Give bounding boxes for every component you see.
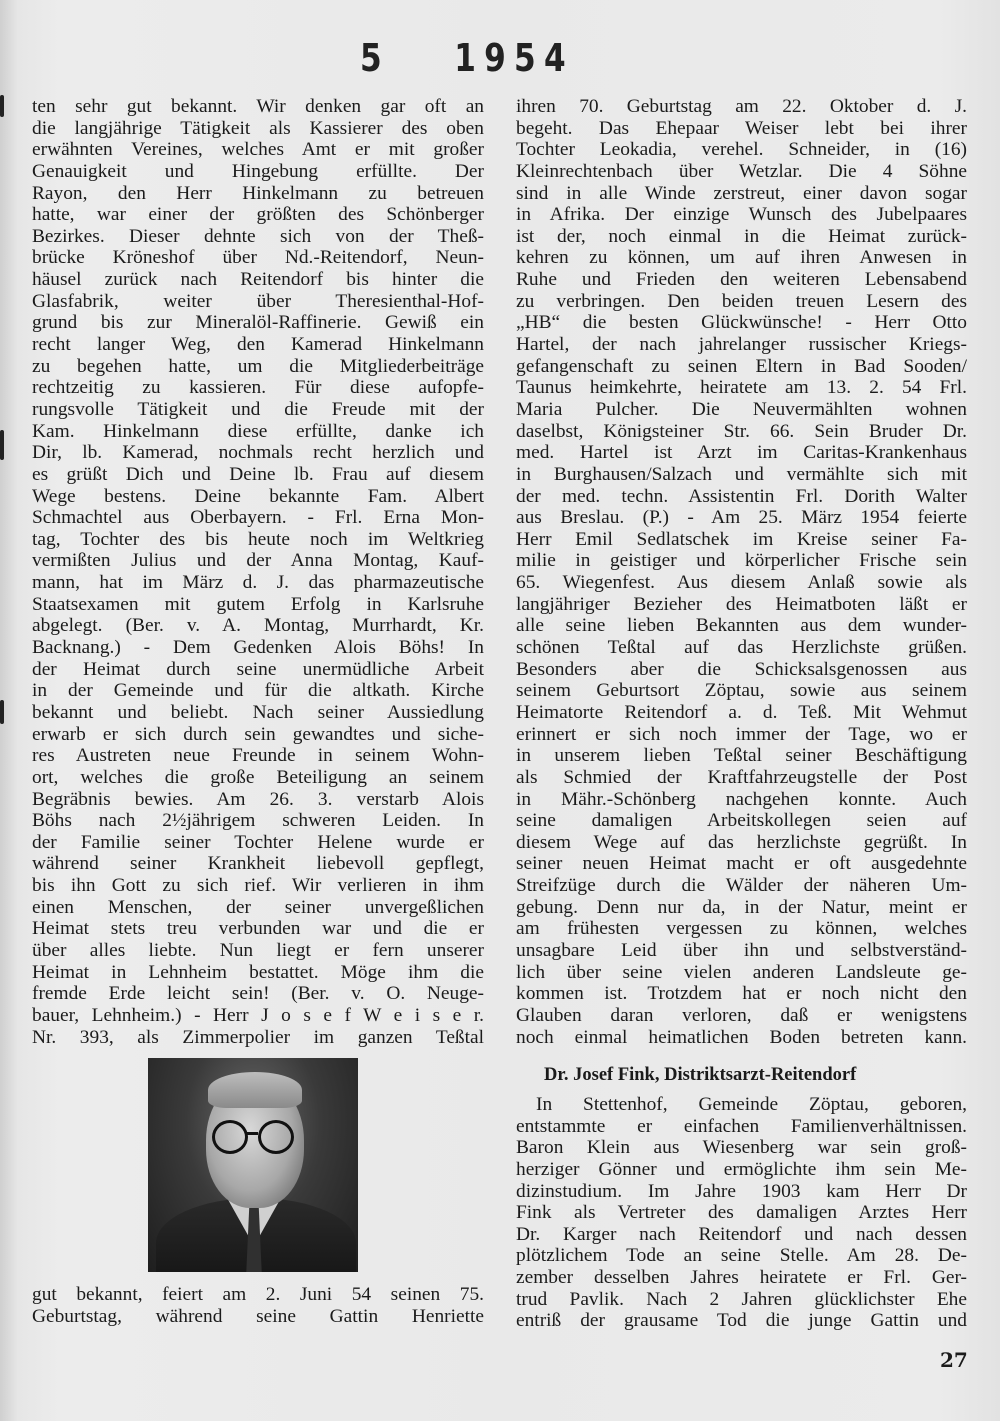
text-line: Geburtstag, während seine Gattin Henriette <box>32 1305 484 1327</box>
text-line: res Austreten neue Freunde in seinem Wohn- <box>32 745 484 767</box>
text-line: diesem Wege auf das herzlichste gegrüßt. In <box>516 831 967 853</box>
text-line: Besonders aber die Schicksalsgenossen aus <box>516 658 967 680</box>
text-line: rechtzeitig zu kassieren. Für diese aufopfe- <box>32 377 484 399</box>
text-line: noch einmal heimatlichen Boden betreten kann. <box>516 1026 967 1048</box>
text-line: brücke Kröneshof über Nd.-Reitendorf, Neun- <box>32 247 484 269</box>
text-line: häusel zurück nach Reitendorf bis hinter die <box>32 269 484 291</box>
text-line: grund bis zur Mineralöl-Raffinerie. Gewiß ein <box>32 312 484 334</box>
text-line: daselbst, Königsteiner Str. 66. Sein Bruder Dr. <box>516 420 967 442</box>
text-line: Heimat stets treu verbunden war und die er <box>32 918 484 940</box>
issue-year: 1954 <box>454 36 574 80</box>
text-line: Ruhe und Frieden den weiteren Lebensabend <box>516 269 967 291</box>
text-line: „HB“ die besten Glückwünsche! - Herr Otto <box>516 312 967 334</box>
text-line: lich über seine vielen anderen Landsleute ge- <box>516 961 967 983</box>
text-line: ten sehr gut bekannt. Wir denken gar oft an <box>32 96 484 117</box>
text-line: in der Gemeinde und für die altkath. Kirche <box>32 680 484 702</box>
text-line: In Stettenhof, Gemeinde Zöptau, geboren, <box>536 1094 967 1115</box>
text-line: hatte, war einer der größten des Schönberger <box>32 204 484 226</box>
text-line: tag, Tochter des bis heute noch im Weltkrieg <box>32 528 484 550</box>
text-line: erwarb er sich durch sein gewandtes und siche- <box>32 723 484 745</box>
text-line: bekannt und beliebt. Nach seiner Aussiedlung <box>32 701 484 723</box>
text-line: Streifzüge durch die Wälder der näheren Um- <box>516 875 967 897</box>
text-line: Nr. 393, als Zimmerpolier im ganzen Teßtal <box>32 1026 484 1048</box>
glasses-icon <box>258 1120 294 1154</box>
text-line: rungsvolle Tätigkeit und die Freude mit der <box>32 398 484 420</box>
issue-header <box>360 36 574 80</box>
text-line: fremde Erde leicht sein! (Ber. v. O. Neuge- <box>32 983 484 1005</box>
text-line: es grüßt Dich und Deine lb. Frau auf diesem <box>32 463 484 485</box>
text-line: trud Pavlik. Nach 2 Jahren glücklichster Ehe <box>516 1288 967 1310</box>
text-line: gebung. Denn nur da, in der Natur, meint er <box>516 896 967 918</box>
page-number: 27 <box>940 1348 968 1372</box>
text-line: Dr. Karger nach Reitendorf und nach dessen <box>516 1223 967 1245</box>
text-line: einen Menschen, der seiner unvergeßlichen <box>32 896 484 918</box>
text-line: kommen ist. Trotzdem hat er noch nicht den <box>516 983 967 1005</box>
text-line: ihren 70. Geburtstag am 22. Oktober d. J. <box>516 96 967 117</box>
text-line: Glasfabrik, weiter über Theresienthal-Hof- <box>32 290 484 312</box>
article-body <box>516 1094 967 1332</box>
text-line: Fink als Vertreter des damaligen Arztes Herr <box>516 1202 967 1224</box>
page-edge-mark <box>0 700 4 724</box>
text-line: die langjährige Tätigkeit als Kassierer des oben <box>32 117 484 139</box>
text-line: Staatsexamen mit gutem Erfolg in Karlsruhe <box>32 593 484 615</box>
text-line: vermißten Julius und der Anna Montag, Kauf- <box>32 550 484 572</box>
text-line: in Afrika. Der einzige Wunsch des Jubelpaares <box>516 204 967 226</box>
text-line: Tochter Leokadia, verehel. Schneider, in (16) <box>516 139 967 161</box>
issue-number: 5 <box>360 36 382 80</box>
text-line: Rayon, den Herr Hinkelmann zu betreuen <box>32 182 484 204</box>
text-line: 65. Wiegenfest. Aus diesem Anlaß sowie als <box>516 572 967 594</box>
text-line: dizinstudium. Im Jahre 1903 kam Herr Dr <box>516 1180 967 1202</box>
page-edge-mark <box>0 95 4 117</box>
text-line: zu verbringen. Den beiden treuen Lesern des <box>516 290 967 312</box>
text-line: unsagbare Leid über ihn und selbstverständ- <box>516 939 967 961</box>
article-heading: Dr. Josef Fink, Distriktsarzt-Reitendorf <box>544 1065 857 1085</box>
text-line: kehren zu können, um auf ihren Anwesen in <box>516 247 967 269</box>
portrait-photo <box>148 1058 358 1272</box>
text-line: gut bekannt, feiert am 2. Juni 54 seinen 75. <box>32 1284 484 1305</box>
text-line: seine damaligen Arbeitskollegen seien auf <box>516 810 967 832</box>
text-line: entriß der grausame Tod die junge Gattin und <box>516 1310 967 1332</box>
text-line: entstammte er einfachen Familienverhältnissen. <box>516 1115 967 1137</box>
text-line: während seiner Krankheit liebevoll gepflegt, <box>32 853 484 875</box>
text-line: erinnert er sich noch immer der Tage, wo er <box>516 723 967 745</box>
text-line: Backnang.) - Dem Gedenken Alois Böhs! In <box>32 637 484 659</box>
text-line: der Familie seiner Tochter Helene wurde er <box>32 831 484 853</box>
text-line: mann, hat im März d. J. das pharmazeutische <box>32 572 484 594</box>
text-line: Böhs nach 2½jährigem schweren Leiden. In <box>32 810 484 832</box>
right-column <box>516 96 967 1048</box>
text-line: gefangenschaft zu seinen Eltern in Bad Sooden/ <box>516 355 967 377</box>
text-line: Maria Pulcher. Die Neuvermählten wohnen <box>516 398 967 420</box>
text-line: sind in alle Winde zerstreut, einer davon sogar <box>516 182 967 204</box>
text-line: über alles liebte. Nun liegt er fern unserer <box>32 939 484 961</box>
text-line: Kam. Hinkelmann diese erfüllte, danke ich <box>32 420 484 442</box>
text-line: plötzlichem Tode an seine Stelle. Am 28. De- <box>516 1245 967 1267</box>
text-line: Baron Klein aus Wiesenberg war sein groß- <box>516 1137 967 1159</box>
text-line: Wege bestens. Deine bekannte Fam. Albert <box>32 485 484 507</box>
text-line: als Schmied der Kraftfahrzeugstelle der Post <box>516 766 967 788</box>
page-edge-mark <box>0 430 4 460</box>
text-line: Schmachtel aus Oberbayern. - Frl. Erna Mon- <box>32 507 484 529</box>
glasses-icon <box>212 1120 248 1154</box>
text-line: der med. techn. Assistentin Frl. Dorith Walter <box>516 485 967 507</box>
text-line: ort, welches die große Beteiligung an seinem <box>32 766 484 788</box>
text-line: seiner neuen Heimat macht er oft ausgedehnte <box>516 853 967 875</box>
text-line: Bezirkes. Dieser dehnte sich von der Theß- <box>32 225 484 247</box>
text-line: am frühesten vergessen zu können, welches <box>516 918 967 940</box>
text-line: in unserem lieben Teßtal seiner Beschäftigung <box>516 745 967 767</box>
text-line: alle seine lieben Bekannten aus dem wunder- <box>516 615 967 637</box>
text-line: schönen Teßtal auf das Herzlichste grüßen. <box>516 637 967 659</box>
text-line: in Burghausen/Salzach und vermählte sich mit <box>516 463 967 485</box>
text-line: Genauigkeit und Hingebung erfüllte. Der <box>32 160 484 182</box>
text-line: der Heimat durch seine unermüdliche Arbeit <box>32 658 484 680</box>
text-line: Heimatorte Reitendorf a. d. Teß. Mit Wehmut <box>516 701 967 723</box>
text-line: abgelegt. (Ber. v. A. Montag, Murrhardt, Kr. <box>32 615 484 637</box>
text-line: bauer, Lehnheim.) - Herr J o s e f W e i s e r. <box>32 1004 484 1026</box>
text-line: med. Hartel ist Arzt im Caritas-Krankenhaus <box>516 442 967 464</box>
text-line: in Mähr.-Schönberg nachgehen konnte. Auch <box>516 788 967 810</box>
left-column-continued <box>32 1284 484 1327</box>
text-line: langjähriger Bezieher des Heimatboten läßt er <box>516 593 967 615</box>
text-line: Dir, lb. Kamerad, nochmals recht herzlich und <box>32 442 484 464</box>
text-line: Herr Emil Sedlatschek im Kreise seiner Fa- <box>516 528 967 550</box>
text-line: seinem Geburtsort Zöptau, sowie aus seinem <box>516 680 967 702</box>
text-line: Taunus heimkehrte, heiratete am 13. 2. 54 Frl. <box>516 377 967 399</box>
text-line: recht langer Weg, den Kamerad Hinkelmann <box>32 334 484 356</box>
text-line: aus Breslau. (P.) - Am 25. März 1954 feierte <box>516 507 967 529</box>
glasses-bridge <box>246 1132 258 1135</box>
left-column <box>32 96 484 1048</box>
text-line: Heimat in Lehnheim bestattet. Möge ihm die <box>32 961 484 983</box>
text-line: Glauben daran verloren, daß er wenigstens <box>516 1004 967 1026</box>
text-line: Hartel, der nach jahrelanger russischer Kriegs- <box>516 334 967 356</box>
photo-hair <box>208 1072 302 1108</box>
text-line: begeht. Das Ehepaar Weiser lebt bei ihrer <box>516 117 967 139</box>
text-line: milie in geistiger und körperlicher Frische sein <box>516 550 967 572</box>
text-line: Kleinrechtenbach über Wetzlar. Die 4 Söhne <box>516 160 967 182</box>
text-line: zu begehen hatte, um die Mitgliederbeiträge <box>32 355 484 377</box>
text-line: bis ihn Gott zu sich rief. Wir verlieren in ihm <box>32 875 484 897</box>
text-line: Begräbnis bewies. Am 26. 3. verstarb Alois <box>32 788 484 810</box>
text-line: ist der, noch einmal in die Heimat zurück- <box>516 225 967 247</box>
text-line: herziger Gönner und ermöglichte ihm sein Me- <box>516 1158 967 1180</box>
text-line: erwähnten Vereines, welches Amt er mit großer <box>32 139 484 161</box>
text-line: zember desselben Jahres heiratete er Frl. Ger- <box>516 1267 967 1289</box>
